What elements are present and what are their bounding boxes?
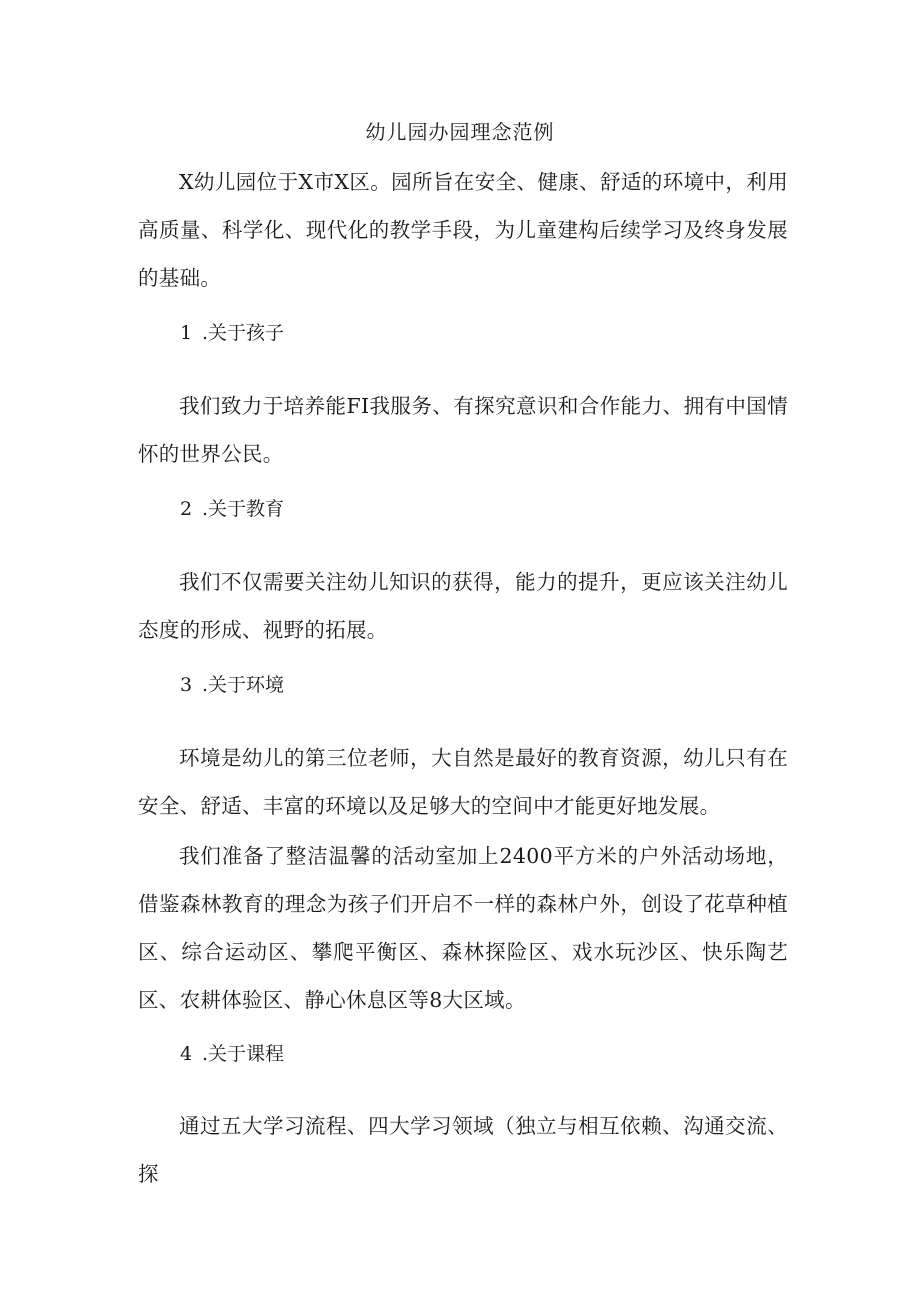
section-title: .关于课程	[202, 1043, 285, 1065]
section-title: .关于教育	[202, 498, 285, 520]
document-title: 幼儿园办园理念范例	[365, 120, 555, 144]
section-number: 2	[180, 498, 193, 520]
section-heading-children	[180, 318, 284, 348]
intro-paragraph: X幼儿园位于X市X区。园所旨在安全、健康、舒适的环境中，利用高质量、科学化、现代化的教学手段，为儿童建构后续学习及终身发展的基础。	[138, 170, 788, 290]
section-heading-curriculum	[180, 1039, 284, 1069]
section-paragraph-children: 我们致力于培养能FI我服务、有探究意识和合作能力、拥有中国情怀的世界公民。	[138, 394, 788, 466]
section-number: 1	[180, 322, 193, 344]
section-paragraph-education: 我们不仅需要关注幼儿知识的获得，能力的提升，更应该关注幼儿态度的形成、视野的拓展。	[138, 570, 788, 642]
section-paragraph-curriculum: 通过五大学习流程、四大学习领域（独立与相互依赖、沟通交流、探	[138, 1114, 788, 1186]
section-number: 4	[180, 1043, 193, 1065]
section-number: 3	[180, 674, 193, 696]
section-heading-environment	[180, 670, 284, 700]
section-heading-education	[180, 494, 284, 524]
section-title: .关于环境	[202, 674, 285, 696]
section-title: .关于孩子	[202, 322, 285, 344]
section-paragraph-environment: 环境是幼儿的第三位老师，大自然是最好的教育资源，幼儿只有在安全、舒适、丰富的环境以及足够大的空间中才能更好地发展。	[138, 746, 788, 818]
section-paragraph-facilities: 我们准备了整洁温馨的活动室加上2400平方米的户外活动场地，借鉴森林教育的理念为孩子们开启不一样的森林户外，创设了花草种植区、综合运动区、攀爬平衡区、森林探险区、戏水玩沙区、快乐陶艺区、农耕体验区、静心休息区等8大区域。	[138, 844, 788, 1012]
